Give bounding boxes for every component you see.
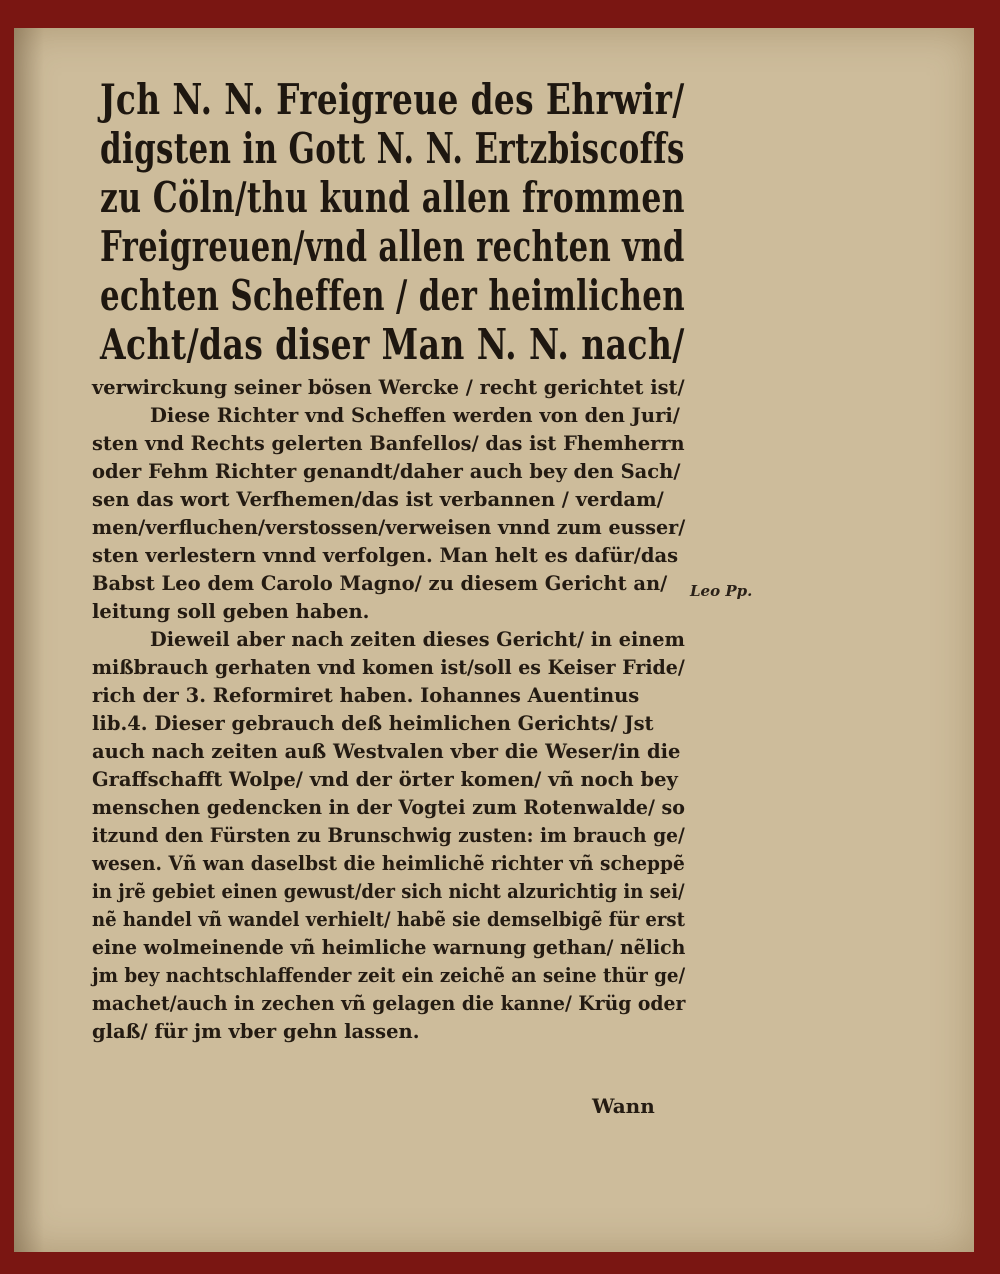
margin-note: Leo Pp. — [690, 582, 753, 600]
body-line: lib.4. Dieser gebrauch deß heimlichen Gerichts/ Jst — [92, 712, 654, 735]
body-line: Dieweil aber nach zeiten dieses Gericht/ in einem — [150, 628, 685, 651]
body-line: menschen gedencken in der Vogtei zum Rotenwalde/ so — [92, 796, 685, 819]
body-line: rich der 3. Reformiret haben. Iohannes Auentinus — [92, 684, 640, 707]
body-line: machet/auch in zechen vñ gelagen die kanne/ Krüg oder — [92, 992, 686, 1015]
body-line: sten vnd Rechts gelerten Banfellos/ das ist Fhemherrn — [92, 432, 685, 455]
heading-line-4: Freigreuen/vnd allen rechten vnd — [100, 222, 685, 271]
body-line: Graffschafft Wolpe/ vnd der örter komen/ vñ noch bey — [92, 768, 678, 791]
body-line: wesen. Vñ wan daselbst die heimlichẽ richter vñ scheppẽ — [92, 852, 685, 875]
catchword: Wann — [592, 1094, 655, 1118]
body-line: nẽ handel vñ wandel verhielt/ habẽ sie demselbigẽ für erst — [92, 908, 685, 931]
body-line: glaß/ für jm vber gehn lassen. — [92, 1020, 420, 1043]
body-line: verwirckung seiner bösen Wercke / recht gerichtet ist/ — [92, 376, 685, 399]
heading-line-5: echten Scheffen / der heimlichen — [100, 271, 686, 320]
body-line: oder Fehm Richter genandt/daher auch bey den Sach/ — [92, 460, 681, 483]
body-line: auch nach zeiten auß Westvalen vber die Weser/in die — [92, 740, 681, 763]
gutter-shadow — [14, 28, 44, 1252]
body-line: men/verfluchen/verstossen/verweisen vnnd zum eusser/ — [92, 516, 686, 539]
heading-line-6: Acht/das diser Man N. N. nach/ — [100, 320, 685, 369]
body-line: Babst Leo dem Carolo Magno/ zu diesem Gericht an/ — [92, 572, 668, 595]
body-line: Diese Richter vnd Scheffen werden von den Juri/ — [150, 404, 680, 427]
body-line: mißbrauch gerhaten vnd komen ist/soll es Keiser Fride/ — [92, 656, 685, 679]
heading-line-2: digsten in Gott N. N. Ertzbiscoffs — [100, 124, 685, 173]
body-line: in jrẽ gebiet einen gewust/der sich nicht alzurichtig in sei/ — [92, 880, 685, 903]
body-line: leitung soll geben haben. — [92, 600, 370, 623]
body-line: eine wolmeinende vñ heimliche warnung gethan/ nẽlich — [92, 936, 686, 959]
body-line: sten verlestern vnnd verfolgen. Man helt es dafür/das — [92, 544, 679, 567]
heading-line-1: Jch N. N. Freigreue des Ehrwir/ — [100, 75, 685, 124]
body-line: jm bey nachtschlaffender zeit ein zeichẽ an seine thür ge/ — [92, 964, 686, 987]
body-line: itzund den Fürsten zu Brunschwig zusten: im brauch ge/ — [92, 824, 685, 847]
body-line: sen das wort Verfhemen/das ist verbannen / verdam/ — [92, 488, 664, 511]
heading-line-3: zu Cöln/thu kund allen frommen — [100, 173, 685, 222]
